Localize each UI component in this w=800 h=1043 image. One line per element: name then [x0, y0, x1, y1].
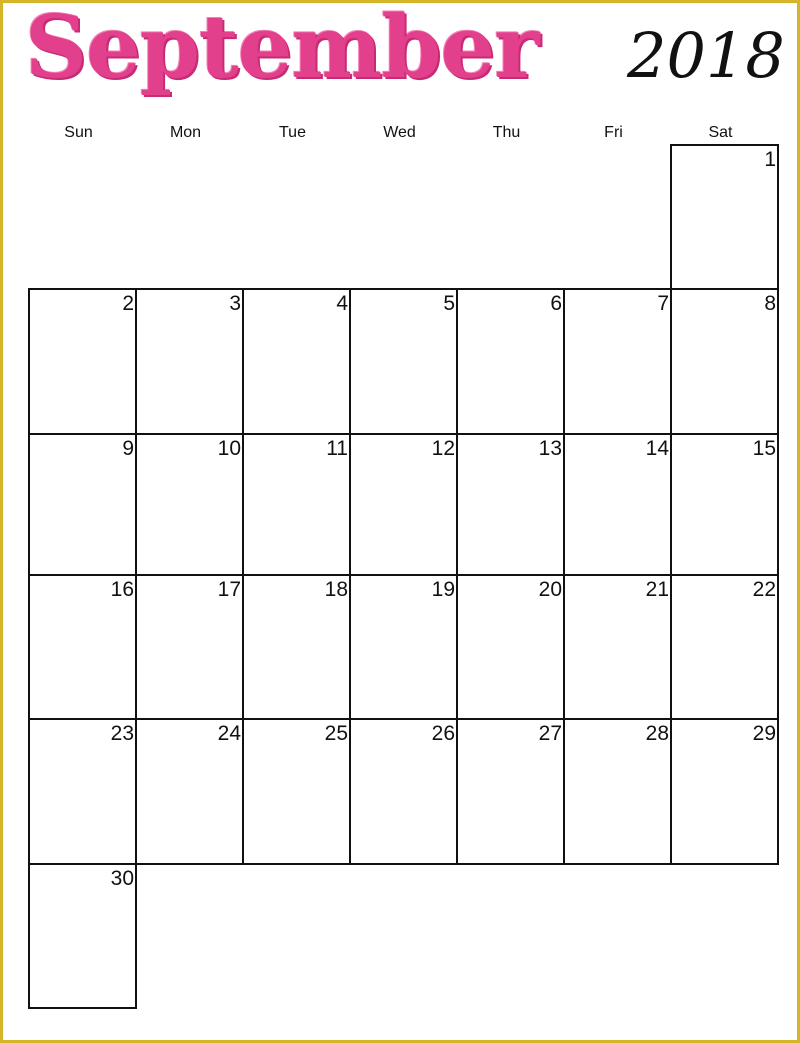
year-title: 2018 [627, 19, 785, 92]
day-cell-3 [135, 288, 244, 435]
day-number: 10 [217, 437, 241, 460]
day-number: 15 [752, 437, 776, 460]
day-number: 11 [326, 437, 348, 460]
day-cell-23 [28, 718, 137, 865]
day-number: 17 [217, 578, 241, 601]
day-cell-12 [349, 433, 458, 576]
day-cell-29 [670, 718, 779, 865]
day-cell-19 [349, 574, 458, 720]
day-cell-16 [28, 574, 137, 720]
day-cell-20 [456, 574, 565, 720]
day-number: 28 [645, 722, 669, 745]
day-number: 23 [110, 722, 134, 745]
weekday-label-sat: Sat [708, 124, 733, 141]
day-number: 4 [336, 292, 348, 315]
day-cell-26 [349, 718, 458, 865]
weekday-label-fri: Fri [604, 124, 623, 141]
day-number: 20 [538, 578, 562, 601]
day-number: 19 [431, 578, 455, 601]
day-number: 25 [324, 722, 348, 745]
day-cell-21 [563, 574, 672, 720]
day-number: 5 [443, 292, 455, 315]
day-cell-2 [28, 288, 137, 435]
day-number: 21 [645, 578, 669, 601]
day-cell-30 [28, 863, 137, 1009]
day-cell-14 [563, 433, 672, 576]
day-number: 9 [122, 437, 134, 460]
day-cell-6 [456, 288, 565, 435]
day-number: 3 [229, 292, 241, 315]
day-cell-17 [135, 574, 244, 720]
day-number: 13 [538, 437, 562, 460]
day-cell-15 [670, 433, 779, 576]
day-number: 26 [431, 722, 455, 745]
day-cell-28 [563, 718, 672, 865]
day-cell-24 [135, 718, 244, 865]
day-number: 27 [538, 722, 562, 745]
day-cell-18 [242, 574, 351, 720]
day-cell-8 [670, 288, 779, 435]
day-cell-11 [242, 433, 351, 576]
day-cell-22 [670, 574, 779, 720]
day-cell-1 [670, 144, 779, 290]
day-number: 1 [764, 148, 776, 171]
weekday-label-wed: Wed [383, 124, 416, 141]
day-cell-9 [28, 433, 137, 576]
day-cell-4 [242, 288, 351, 435]
day-number: 8 [764, 292, 776, 315]
day-number: 24 [217, 722, 241, 745]
day-cell-25 [242, 718, 351, 865]
day-number: 18 [324, 578, 348, 601]
day-cell-27 [456, 718, 565, 865]
day-number: 22 [752, 578, 776, 601]
day-number: 6 [550, 292, 562, 315]
weekday-label-sun: Sun [64, 124, 93, 141]
day-number: 30 [110, 867, 134, 890]
day-number: 2 [122, 292, 134, 315]
month-title: September [25, 0, 539, 98]
day-number: 16 [110, 578, 134, 601]
day-number: 12 [431, 437, 455, 460]
day-number: 14 [645, 437, 669, 460]
day-number: 29 [752, 722, 776, 745]
weekday-label-thu: Thu [492, 124, 521, 141]
day-cell-7 [563, 288, 672, 435]
day-number: 7 [657, 292, 669, 315]
weekday-label-mon: Mon [169, 124, 202, 141]
day-cell-13 [456, 433, 565, 576]
day-cell-5 [349, 288, 458, 435]
day-cell-10 [135, 433, 244, 576]
weekday-label-tue: Tue [279, 124, 306, 141]
